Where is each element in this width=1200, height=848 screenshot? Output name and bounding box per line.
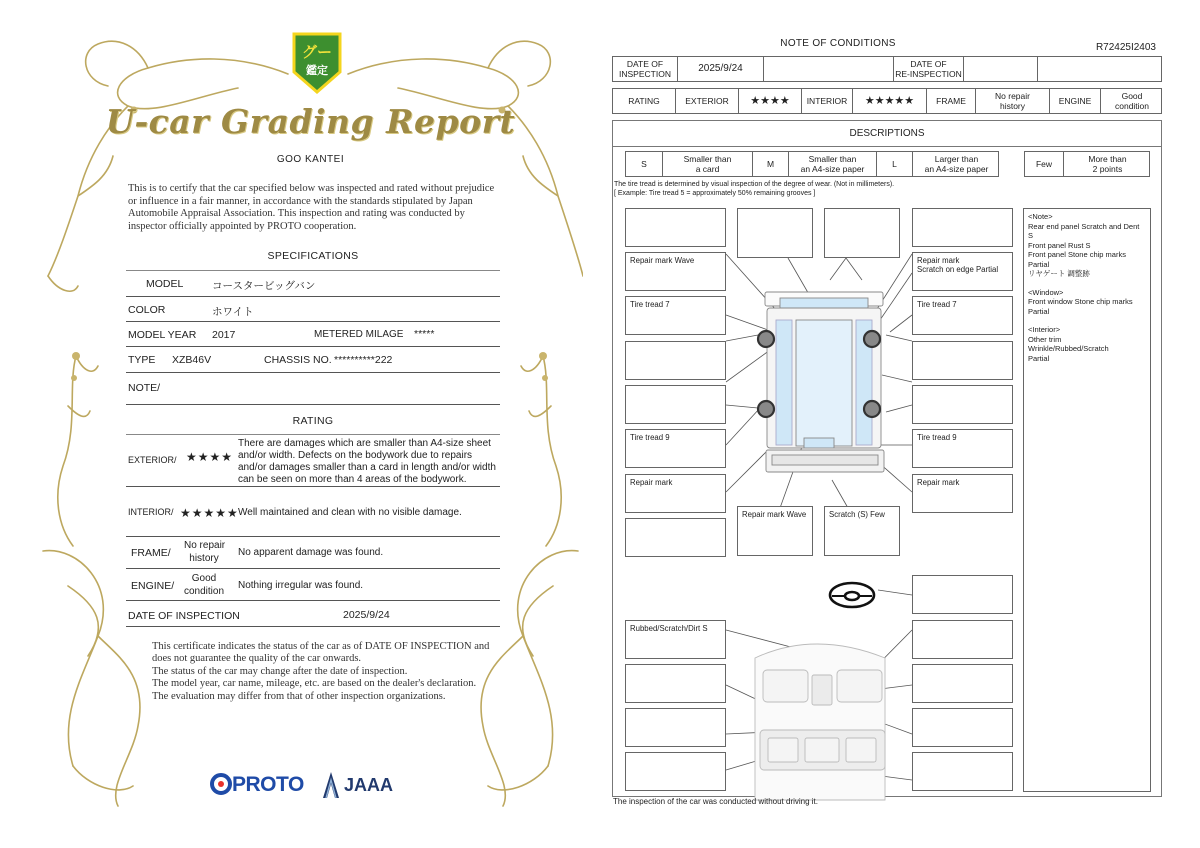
interior-stars: ★★★★★: [852, 89, 926, 113]
frame-value-line-1: No repair: [995, 91, 1030, 101]
condition-text: Repair mark Wave: [630, 256, 695, 265]
note-text: Rear end panel Scratch and Dent S Front panel Rust S Front panel Stone chip marks Partial リヤゲート 調整跡: [1028, 221, 1140, 278]
condition-box-left-repair: [625, 474, 726, 513]
engine-label: ENGINE/: [131, 580, 175, 592]
footer-line-2: The status of the car may change after the date of inspection.: [152, 665, 408, 677]
mileage-value: *****: [414, 328, 435, 340]
inspection-date-row: [126, 601, 500, 627]
condition-text: Repair mark Wave: [742, 510, 807, 519]
exterior-stars: ★★★★: [738, 89, 801, 113]
condition-box: [625, 208, 726, 247]
condition-text-line-2: Scratch on edge Partial: [917, 265, 999, 274]
condition-box: [824, 208, 900, 258]
condition-box: [625, 385, 726, 424]
certificate-footer: [152, 641, 492, 703]
condition-box: [912, 575, 1013, 614]
conditions-title: NOTE OF CONDITIONS: [780, 38, 896, 49]
legend-l-desc-line-2: an A4-size paper: [924, 164, 989, 174]
interior-text: Other trim Wrinkle/Rubbed/Scratch Partial: [1028, 334, 1109, 363]
engine-value-line-2: condition: [184, 586, 225, 597]
condition-box-left-tire-front: [625, 296, 726, 335]
type-label: TYPE: [128, 354, 156, 366]
interior-label: INTERIOR: [801, 89, 852, 113]
exterior-label: EXTERIOR/: [128, 455, 177, 465]
condition-box-bottom-repair-wave: [737, 506, 813, 556]
color-value: ホワイト: [212, 306, 254, 318]
condition-box: [625, 664, 726, 703]
condition-box: [912, 341, 1013, 380]
proto-logo-icon: [210, 772, 232, 798]
interior-heading: <Interior>: [1028, 325, 1061, 334]
spec-row-type: [126, 347, 500, 373]
legend-s: S: [641, 159, 647, 169]
frame-value-line-2: history: [189, 553, 219, 564]
condition-box: [625, 708, 726, 747]
tread-note-line-1: The tire tread is determined by visual inspection of the degree of wear. (Not in millimeters).: [614, 181, 895, 188]
descriptions-heading: DESCRIPTIONS: [613, 121, 1161, 147]
legend-more-line-2: 2 points: [1092, 164, 1123, 174]
inspection-date-value: 2025/9/24: [343, 609, 390, 621]
legend-m-desc-line-1: Smaller than: [808, 154, 857, 164]
reinspection-label-line-2: RE-INSPECTION: [895, 69, 962, 79]
window-heading: <Window>: [1028, 287, 1064, 297]
condition-box-left-repair-wave: [625, 252, 726, 291]
doi-label-line-1: DATE OF: [626, 59, 664, 69]
rating-label: RATING: [628, 96, 660, 106]
legend-m: M: [752, 152, 788, 176]
condition-text: Repair mark: [630, 478, 673, 487]
doi-label-line-2: INSPECTION: [619, 69, 671, 79]
mileage-label: METERED MILAGE: [314, 329, 404, 340]
exterior-description: There are damages which are smaller than A4-size sheet and/or width. Defects on the bodywork due to repairs and/or damages smaller than a card in length and/or width can be seen on more than 4 areas of the bodywork.: [238, 438, 496, 485]
inspection-footnote: The inspection of the car was conducted without driving it.: [613, 797, 818, 806]
doi-value: 2025/9/24: [677, 57, 763, 81]
notes-panel: [1023, 208, 1151, 792]
frame-description: No apparent damage was found.: [238, 547, 384, 558]
spec-row-model-year: [126, 322, 500, 347]
engine-value-line-1: Good: [1121, 91, 1143, 101]
condition-box-left-tire-rear: [625, 429, 726, 468]
reference-number: R72425I2403: [1095, 42, 1156, 53]
condition-box: [912, 620, 1013, 659]
footer-line-1: This certificate indicates the status of the car as of DATE OF INSPECTION and does not guarantee the quality of the car onwards.: [152, 641, 490, 665]
interior-label: INTERIOR/: [128, 507, 174, 517]
color-label: COLOR: [128, 304, 166, 316]
exterior-stars: ★★★★: [186, 450, 234, 464]
condition-text: Tire tread 9: [630, 433, 670, 442]
engine-value-line-2: condition: [1114, 101, 1150, 111]
vine-left: [58, 356, 76, 546]
grading-certificate: [38, 26, 583, 826]
tire-rear-left-icon: [758, 401, 774, 417]
model-label: MODEL: [146, 278, 184, 290]
legend-s-desc-line-2: a card: [695, 164, 720, 174]
condition-box: [912, 752, 1013, 791]
window-text: Front window Stone chip marks Partial: [1028, 297, 1133, 316]
condition-box-interior-rubbed: [625, 620, 726, 659]
condition-text: Repair mark: [917, 478, 960, 487]
tire-rear-right-icon: [864, 401, 880, 417]
legend-more-line-1: More than: [1088, 154, 1127, 164]
condition-box-right-tire-rear: [912, 429, 1013, 468]
tire-front-right-icon: [864, 331, 880, 347]
steering-wheel-icon: [830, 583, 874, 607]
condition-box: [625, 752, 726, 791]
ribbon-bottom-right: [518, 551, 578, 766]
chassis-label: CHASSIS NO.: [264, 354, 332, 366]
tread-note-line-2: [ Example: Tire tread 5 = approximately 50% remaining grooves ]: [614, 190, 816, 197]
legend-l-desc-line-1: Larger than: [934, 154, 979, 164]
condition-box-bottom-scratch: [824, 506, 900, 556]
ribbon-bottom-left: [43, 551, 103, 766]
condition-box: [912, 385, 1013, 424]
vehicle-top-view: [765, 292, 884, 472]
condition-box: [912, 208, 1013, 247]
badge-line-2: 鑑定: [306, 64, 328, 77]
rating-row-interior: [126, 487, 500, 537]
spec-row-note: [126, 373, 500, 405]
jaaa-logo-icon: [320, 770, 342, 800]
condition-box: [912, 664, 1013, 703]
vine-right: [543, 356, 561, 546]
chassis-value: **********222: [334, 354, 393, 366]
condition-box: [625, 518, 726, 557]
condition-text: Rubbed/Scratch/Dirt S: [630, 624, 708, 633]
model-year-value: 2017: [212, 329, 236, 341]
condition-text: Tire tread 9: [917, 433, 957, 442]
legend-s-desc-line-1: Smaller than: [683, 154, 732, 164]
legend-l: L: [876, 152, 912, 176]
interior-view: [755, 644, 885, 800]
note-label: NOTE/: [128, 382, 161, 394]
condition-text: Scratch (S) Few: [829, 510, 885, 519]
condition-box-right-repair-scratch: [912, 252, 1013, 291]
note-of-conditions: [600, 30, 1180, 830]
engine-label: ENGINE: [1049, 89, 1100, 113]
frame-value-line-2: history: [999, 101, 1026, 111]
specifications-heading: SPECIFICATIONS: [267, 250, 359, 262]
legend-few: Few: [1035, 159, 1053, 169]
condition-box-right-repair: [912, 474, 1013, 513]
condition-text: Tire tread 7: [917, 300, 957, 309]
frame-label: FRAME: [926, 89, 975, 113]
footer-line-4: The evaluation may differ from that of other inspection organizations.: [152, 690, 446, 702]
engine-value-line-1: Good: [191, 573, 217, 584]
certification-statement: This is to certify that the car specified below was inspected and rated without prejudice or influence in a fair manner, in accordance with the standards stipulated by Japan Automobile Appraisal Association. This inspection and rating was conducted by inspector officially appointed by PROTO cooperation.: [128, 183, 495, 232]
condition-box: [625, 341, 726, 380]
engine-description: Nothing irregular was found.: [238, 580, 364, 591]
jaaa-logo: JAAA: [344, 775, 394, 795]
inspection-date-label: DATE OF INSPECTION: [128, 610, 240, 622]
goo-kantei-badge: [288, 32, 346, 94]
model-year-label: MODEL YEAR: [128, 329, 197, 341]
condition-box-right-tire-front: [912, 296, 1013, 335]
report-subtitle: GOO KANTEI: [276, 154, 345, 165]
condition-text-line-1: Repair mark: [917, 256, 960, 265]
condition-box: [912, 708, 1013, 747]
spec-row-color: [126, 297, 500, 322]
legend-m-desc-line-2: an A4-size paper: [800, 164, 865, 174]
rating-row-exterior: [126, 435, 500, 487]
interior-stars: ★★★★★: [180, 506, 239, 520]
frame-label: FRAME/: [131, 547, 171, 559]
report-title: U-car Grading Report: [105, 102, 516, 141]
footer-line-3: The model year, car name, mileage, etc. are based on the dealer's declaration.: [152, 678, 477, 690]
badge-line-1: グー: [301, 44, 333, 61]
spec-row-model: [126, 271, 500, 297]
rating-row-engine: [126, 569, 500, 601]
proto-logo: PROTO: [232, 773, 304, 796]
type-value: XZB46V: [172, 354, 212, 366]
note-heading: <Note>: [1028, 212, 1053, 221]
exterior-label: EXTERIOR: [675, 89, 738, 113]
reinspection-label-line-1: DATE OF: [910, 59, 947, 69]
interior-description: Well maintained and clean with no visible damage.: [238, 507, 462, 518]
condition-text: Tire tread 7: [630, 300, 670, 309]
model-value: コースタービッグバン: [212, 280, 316, 292]
condition-box: [737, 208, 813, 258]
rating-row-frame: [126, 537, 500, 569]
sponsor-logos: [210, 768, 410, 802]
rating-heading: RATING: [292, 415, 334, 427]
tire-front-left-icon: [758, 331, 774, 347]
frame-value-line-1: No repair: [184, 540, 226, 551]
